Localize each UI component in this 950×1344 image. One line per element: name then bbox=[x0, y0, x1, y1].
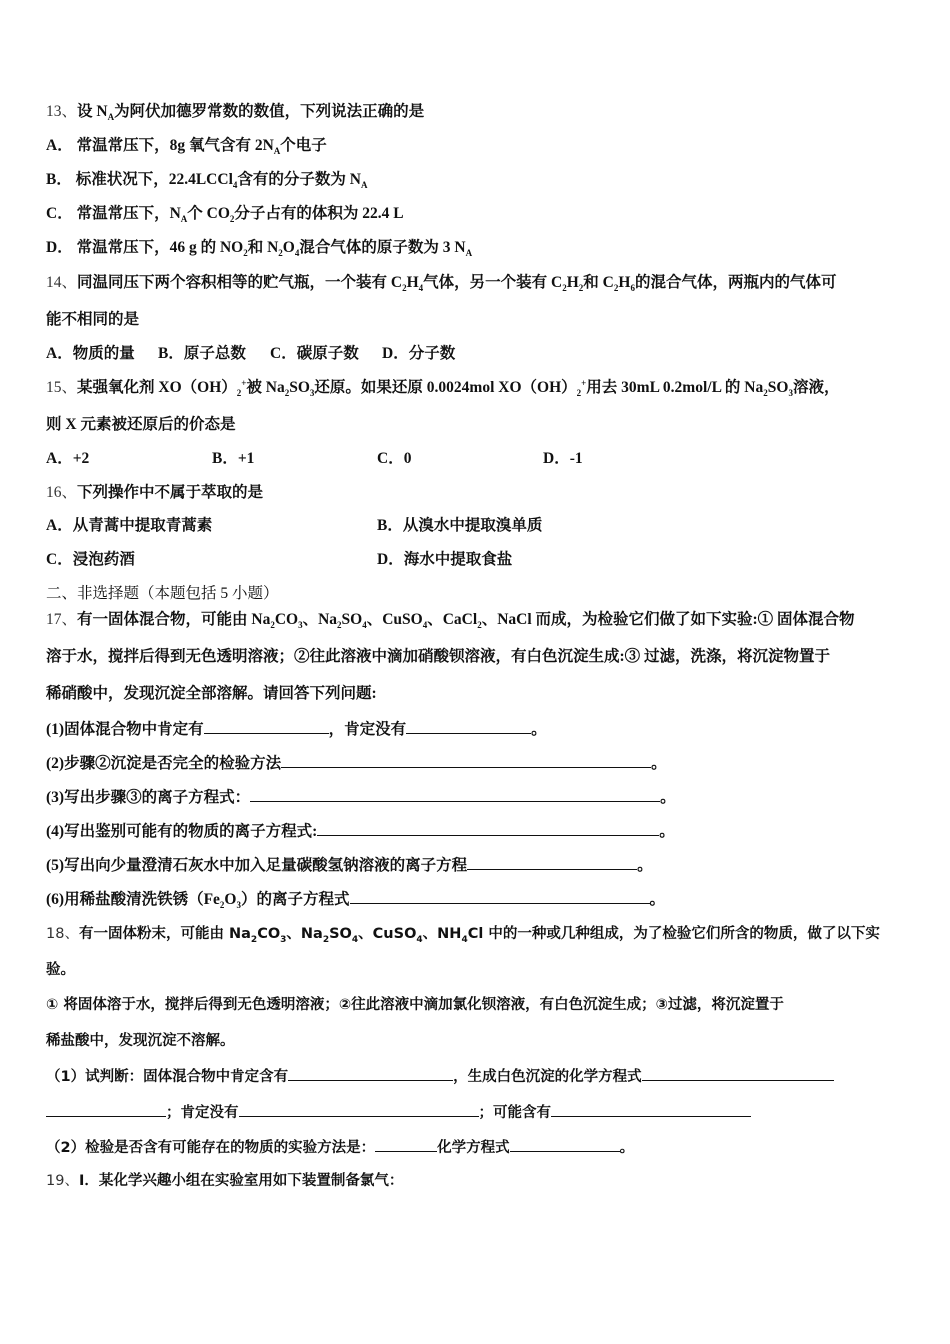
question-number: 13、 bbox=[46, 103, 78, 120]
answer-blank[interactable] bbox=[281, 753, 651, 768]
q18-stem-line3: ① 将固体溶于水，搅拌后得到无色透明溶液；②往此溶液中滴加氯化钡溶液，有白色沉淀生成；③过滤，将沉淀置于 bbox=[46, 997, 784, 1013]
q15-option-b: B．+1 bbox=[212, 450, 255, 467]
answer-blank[interactable] bbox=[406, 719, 531, 734]
answer-blank[interactable] bbox=[204, 719, 329, 734]
q13-option-a: A． 常温常压下，8g 氧气含有 $2N_A$个电子 bbox=[46, 137, 327, 157]
q16-option-c: C．浸泡药酒 bbox=[46, 551, 135, 568]
q15-option-c: C．0 bbox=[377, 450, 412, 467]
q14-option-c: C．碳原子数 bbox=[270, 345, 359, 362]
q17-sub6: (6)用稀盐酸清洗铁锈$(Fe_2O_3)$的离子方程式 。 bbox=[46, 891, 666, 911]
answer-blank[interactable] bbox=[46, 1102, 166, 1117]
q13-option-b: B． 标准状况下，22.4LCCl$_4$含有的分子数为 $N_A$ bbox=[46, 171, 368, 191]
q14-stem-line1: 14、同温同压下两个容积相等的贮气瓶，一个装有 $C_2H_4$气体，另一个装有 $C_2H_2$和 $C_2H_6$的混合气体，两瓶内的气体可 bbox=[46, 274, 837, 294]
q13-stem: 13、设 $N_A$为阿伏加德罗常数的数值，下列说法正确的是 bbox=[46, 103, 425, 123]
q18-stem-line2: 验。 bbox=[46, 962, 75, 978]
q15-option-d: D．-1 bbox=[543, 450, 583, 467]
answer-blank[interactable] bbox=[250, 787, 660, 802]
q17-stem-line2: 溶于水，搅拌后得到无色透明溶液；②往此溶液中滴加硝酸钡溶液，有白色沉淀生成:③ 过滤，洗涤，将沉淀物置于 bbox=[46, 648, 831, 665]
answer-blank[interactable] bbox=[350, 889, 650, 904]
q16-stem: 16、下列操作中不属于萃取的是 bbox=[46, 484, 264, 501]
q16-option-d: D．海水中提取食盐 bbox=[377, 551, 513, 568]
q13-option-d: D． 常温常压下，46 g 的 $NO_2$和 $N_2O_4$混合气体的原子数为 3 $N_A$ bbox=[46, 239, 473, 259]
answer-blank[interactable] bbox=[317, 821, 659, 836]
answer-blank[interactable] bbox=[375, 1137, 437, 1152]
question-number: 19、 bbox=[46, 1173, 79, 1189]
q16-option-a: A．从青蒿中提取青蒿素 bbox=[46, 517, 213, 534]
question-number: 18、 bbox=[46, 926, 79, 942]
question-number: 14、 bbox=[46, 274, 78, 291]
question-number: 16、 bbox=[46, 484, 78, 501]
q17-sub4: (4)写出鉴别可能有的物质的离子方程式: 。 bbox=[46, 823, 675, 840]
q14-stem-line2: 能不相同的是 bbox=[46, 311, 140, 328]
q18-stem-line4: 稀盐酸中，发现沉淀不溶解。 bbox=[46, 1033, 235, 1049]
q18-stem-line1: 18、有一固体粉末，可能由 $Na_2CO_3$、$Na_2SO_4$、CuSO$_4$、$NH_4Cl$ 中的一种或几种组成，为了检验它们所含的物质，做了以下实 bbox=[46, 926, 880, 945]
q15-stem-line2: 则 X 元素被还原后的价态是 bbox=[46, 416, 236, 433]
q15-option-a: A．+2 bbox=[46, 450, 90, 467]
section-title: 二、非选择题（本题包括 5 小题） bbox=[46, 585, 279, 602]
q17-sub2: (2)步骤②沉淀是否完全的检验方法 。 bbox=[46, 755, 667, 772]
q13-option-c: C． 常温常压下，$N_A$个 $CO_2$分子占有的体积为 22.4 L bbox=[46, 205, 404, 225]
q17-sub5: (5)写出向少量澄清石灰水中加入足量碳酸氢钠溶液的离子方程 。 bbox=[46, 857, 653, 874]
q14-option-d: D．分子数 bbox=[382, 345, 456, 362]
q18-sub1-line1: （1）试判断：固体混合物中肯定含有 ，生成白色沉淀的化学方程式 bbox=[46, 1066, 834, 1087]
question-number: 17、 bbox=[46, 611, 78, 628]
answer-blank[interactable] bbox=[288, 1066, 453, 1081]
q17-sub1: (1)固体混合物中肯定有 ，肯定没有 。 bbox=[46, 721, 547, 738]
answer-blank[interactable] bbox=[467, 855, 637, 870]
answer-blank[interactable] bbox=[642, 1066, 834, 1081]
q17-stem-line3: 稀硝酸中，发现沉淀全部溶解。请回答下列问题: bbox=[46, 685, 377, 702]
q19-stem: 19、Ⅰ．某化学兴趣小组在实验室用如下装置制备氯气： bbox=[46, 1173, 404, 1189]
q18-sub1-line2: ；肯定没有 ；可能含有 bbox=[46, 1102, 751, 1123]
q14-option-b: B．原子总数 bbox=[158, 345, 246, 362]
answer-blank[interactable] bbox=[551, 1102, 751, 1117]
q14-option-a: A．物质的量 bbox=[46, 345, 135, 362]
answer-blank[interactable] bbox=[239, 1102, 479, 1117]
answer-blank[interactable] bbox=[510, 1137, 620, 1152]
q18-sub2: （2）检验是否含有可能存在的物质的实验方法是： 化学方程式 。 bbox=[46, 1137, 634, 1158]
q16-option-b: B．从溴水中提取溴单质 bbox=[377, 517, 543, 534]
q15-stem-line1: 15、某强氧化剂 $XO(OH)_2^+$被 $Na_2SO_3$还原。如果还原 0.0024mol $XO(OH)_2^+$用去 30mL 0.2mol/L 的 $Na_2SO_3$溶液， bbox=[46, 377, 840, 399]
q17-stem-line1: 17、有一固体混合物，可能由 $Na_2CO_3$、$Na_2SO_4$、CuSO$_4$、CaCl$_2$、NaCl 而成，为检验它们做了如下实验:① 固体混合物 bbox=[46, 611, 855, 631]
question-number: 15、 bbox=[46, 379, 78, 396]
q17-sub3: (3)写出步骤③的离子方程式： 。 bbox=[46, 789, 676, 806]
